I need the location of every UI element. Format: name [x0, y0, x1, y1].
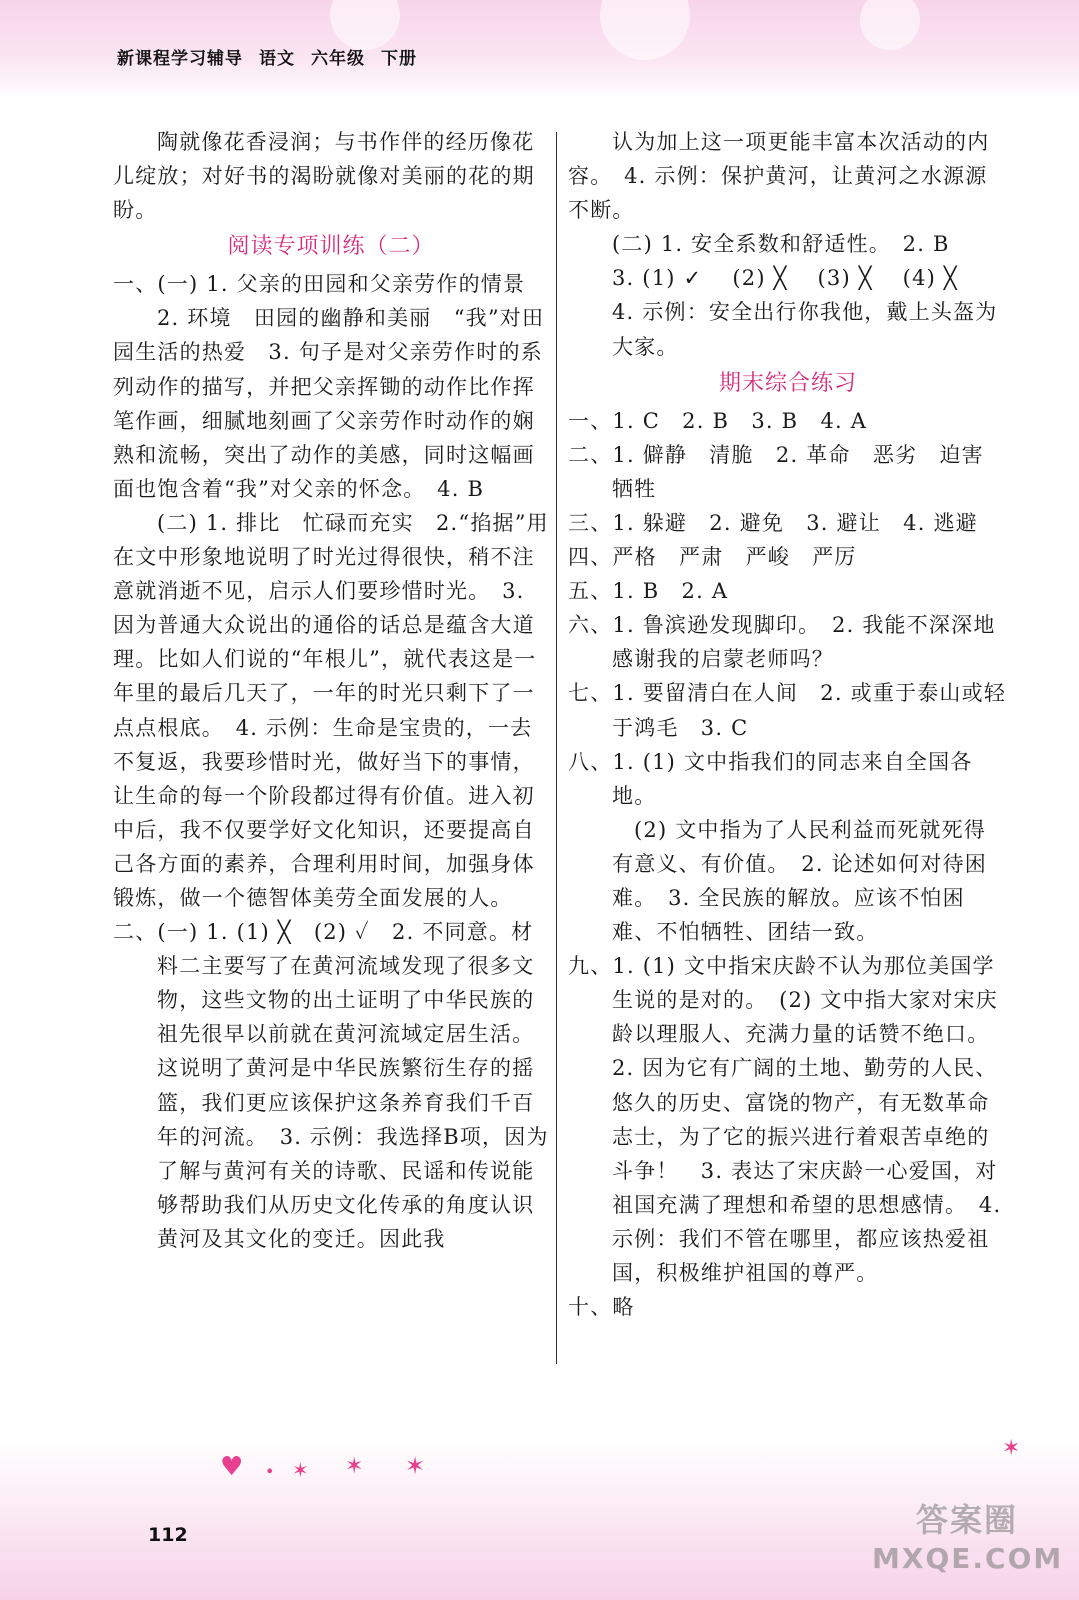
answer-block: 认为加上这一项更能丰富本次活动的内容。 4. 示例：保护黄河，让黄河之水源源不断。: [568, 130, 990, 223]
answer-block: 4. 示例：安全出行你我他，戴上头盔为大家。: [612, 300, 998, 359]
answer-block: 一、(一) 1. 父亲的田园和父亲劳作的情景: [113, 272, 526, 297]
running-header: [117, 44, 433, 69]
bubble-decoration: [600, 0, 690, 60]
answer-block: 九、1. (1) 文中指宋庆龄不认为那位美国学生说的是对的。 (2) 文中指大家对宋庆龄以理服人、充满力量的话赞不绝口。 2. 因为它有广阔的土地、勤劳的人民、悠久的历史、富饶的物产，有无数革命志士，为了它的振兴进行着艰苦卓绝的斗争！ 3. 表达了宋庆龄一心爱国，对祖国充满了理想和希望的思想感情。 4. 示例：我们不管在哪里，都应该热爱祖国，积极维护祖国的尊严。: [568, 954, 1002, 1285]
section-title-reading-training: 阅读专项训练（二）: [227, 234, 435, 260]
answer-block: 三、1. 躲避 2. 避免 3. 避让 4. 逃避: [568, 510, 978, 535]
answer-block: 七、1. 要留清白在人间 2. 或重于泰山或轻于鸿毛 3. C: [568, 681, 1007, 740]
answer-block: 二、(一) 1. (1) ╳ (2) ✓ 2. 不同意。材料二主要写了在黄河流域发现了很多文物，这些文物的出土证明了中华民族的祖先很早以前就在黄河流域定居生活。这说明了黄河是中华民族繁衍生存的摇篮，我们更应该保护这条养育我们千百年的河流。 3. 示例：我选择B项，因为了解与黄河有关的诗歌、民谣和传说能够帮助我们从历史文化传承的角度认识黄河及其文化的变迁。因此我: [113, 920, 549, 1251]
bubble-decoration: [860, 0, 920, 50]
watermark-url: MXQE.COM: [872, 1542, 1064, 1575]
heart-icon: ♥: [220, 1452, 244, 1482]
answer-block: 六、1. 鲁滨逊发现脚印。 2. 我能不深深地感谢我的启蒙老师吗？: [568, 613, 996, 672]
header-volume: 下册: [381, 49, 417, 69]
sparkle-icon: ✶: [292, 1458, 309, 1482]
right-column: [568, 125, 1008, 1324]
site-watermark-logo: [872, 1498, 1062, 1588]
answer-block: (二) 1. 安全系数和舒适性。 2. B: [612, 232, 950, 257]
header-grade: 六年级: [311, 49, 365, 69]
answer-block: 十、略: [568, 1295, 635, 1320]
sparkle-icon: ✶: [405, 1452, 426, 1480]
bubble-decoration: [330, 0, 400, 50]
watermark-title: 答案圈: [915, 1501, 1018, 1539]
sparkle-icon: ✶: [1002, 1436, 1021, 1461]
left-column: [113, 125, 549, 1256]
answer-block: 四、严格 严肃 严峻 严厉: [568, 545, 857, 570]
answer-block: 3. (1) ✓ (2) ╳ (3) ╳ (4) ╳: [612, 266, 958, 291]
header-series: 新课程学习辅导: [117, 49, 243, 69]
header-subject: 语文: [259, 49, 295, 69]
column-divider: [556, 132, 557, 1364]
answer-block: 五、1. B 2. A: [568, 579, 729, 604]
answer-block: (二) 1. 排比 忙碌而充实 2.“掐据”用在文中形象地说明了时光过得很快，稍不注意就消逝不见，启示人们要珍惜时光。 3. 因为普通大众说出的通俗的话总是蕴含大道理。比如人们说的“年根儿”，就代表这是一年里的最后几天了，一年的时光只剩下了一点点根底。 4. 示例：生命是宝贵的，一去不复返，我要珍惜时光，做好当下的事情，让生命的每一个阶段都过得有价值。进入初中后，我不仅要学好文化知识，还要提高自己各方面的素养，合理利用时间，加强身体锻炼，做一个德智体美劳全面发展的人。: [113, 510, 549, 910]
answer-block: (2) 文中指为了人民利益而死就死得有意义、有价值。 2. 论述如何对待困难。 3. 全民族的解放。应该不怕困难、不怕牺牲、团结一致。: [612, 817, 988, 945]
answer-block: 2. 环境 田园的幽静和美丽 “我”对田园生活的热爱 3. 句子是对父亲劳作时的系列动作的描写，并把父亲挥锄的动作比作挥笔作画，细腻地刻画了父亲劳作时动作的娴熟和流畅，突出了动作的美感，同时这幅画面也饱含着“我”对父亲的怀念。 4. B: [113, 306, 545, 501]
answer-block: 八、1. (1) 文中指我们的同志来自全国各地。: [568, 749, 973, 808]
paragraph: 陶就像花香浸润；与书作伴的经历像花儿绽放；对好书的渴盼就像对美丽的花的期盼。: [113, 130, 535, 223]
sparkle-icon: ✶: [345, 1454, 364, 1479]
section-title-final-exercise: 期末综合练习: [718, 370, 857, 396]
answer-block: 一、1. C 2. B 3. B 4. A: [568, 408, 868, 433]
page-number: 112: [148, 1524, 188, 1546]
answer-block: 二、1. 僻静 清脆 2. 革命 恶劣 迫害 牺牲: [568, 442, 1007, 501]
dot-icon: •: [265, 1462, 275, 1481]
